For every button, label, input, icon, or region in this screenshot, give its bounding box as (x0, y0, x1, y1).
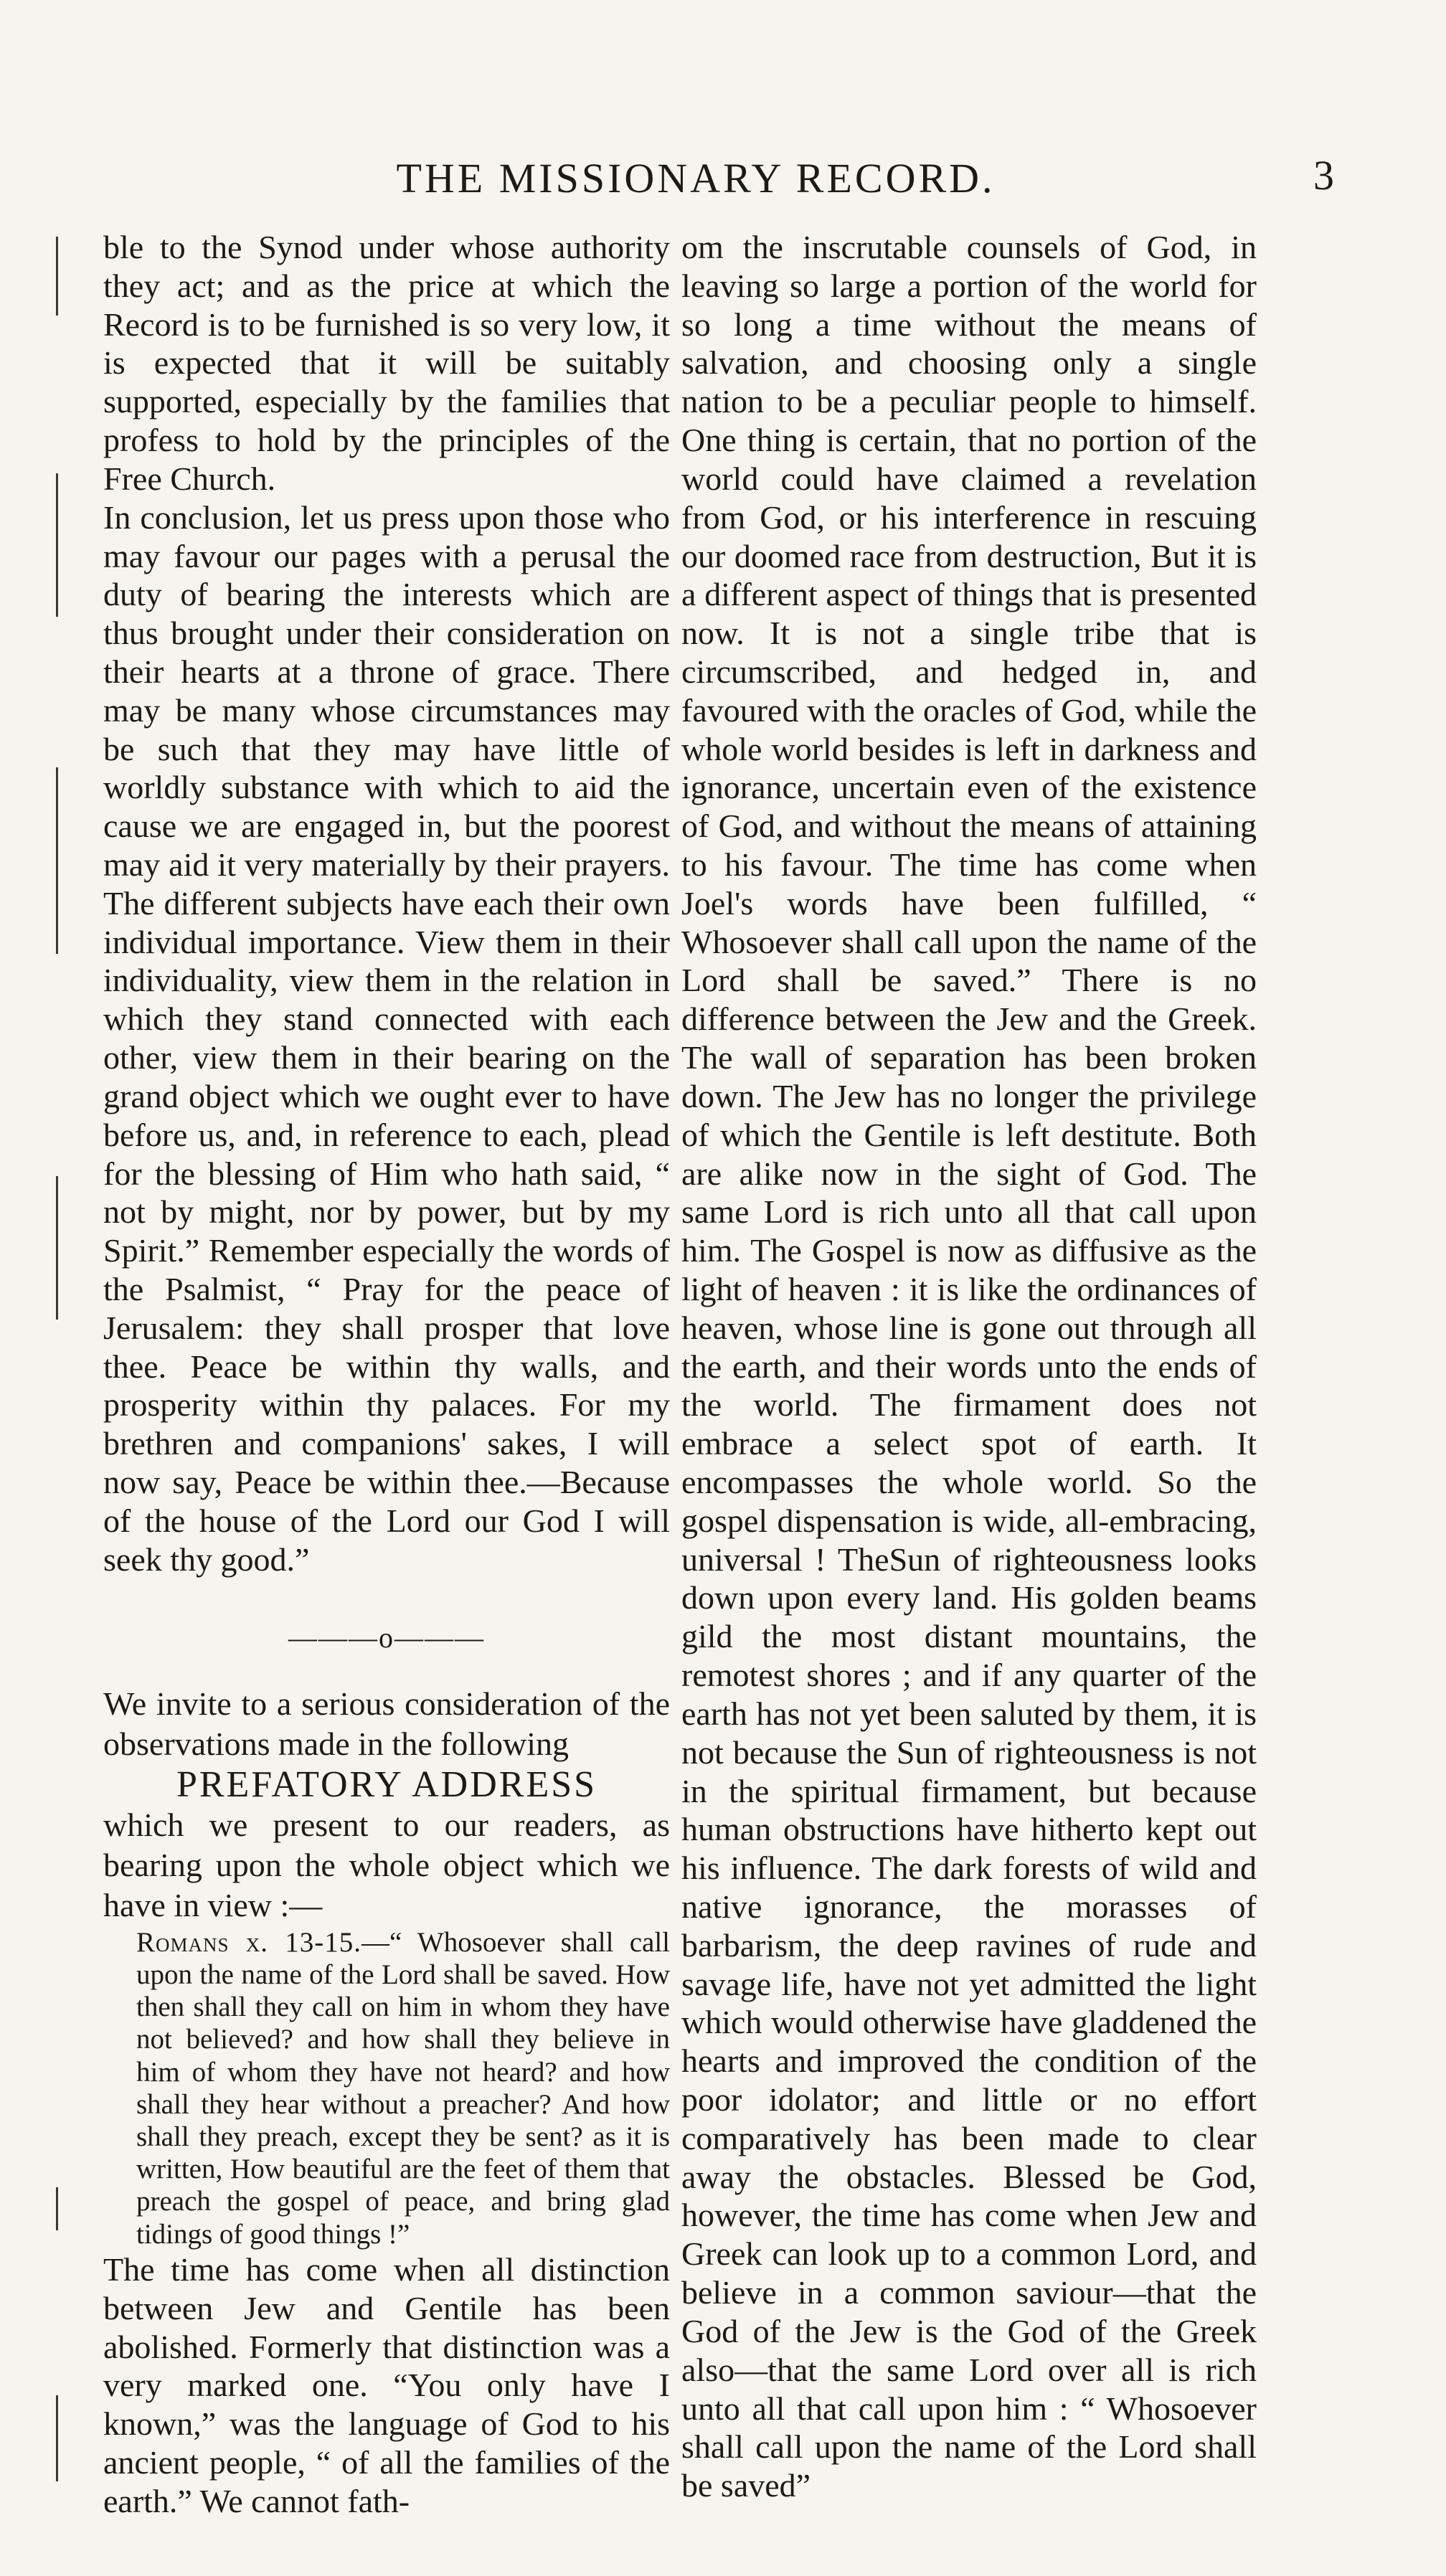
paragraph: In conclusion, let us press upon those who may favour our pages with a perusal the duty of bearing the interests which are thus brought under their consideration on their hearts at a throne of grace. There may be many whose circumstances may be such that they may have little of worldly substance with which to aid the cause we are engaged in, but the poorest may aid it very materially by their prayers. The different subjects have each their own individual importance. View them in their individuality, view them in the relation in which they stand connected with each other, view them in their bearing on the grand object which we ought ever to have before us, and, in reference to each, plead for the blessing of Him who hath said, “ not by might, nor by power, but by my Spirit.” Remember especially the words of the Psalmist, “ Pray for the peace of Jerusalem: they shall prosper that love thee. Peace be within thy walls, and prosperity within thy palaces. For my brethren and companions' sakes, I will now say, Peace be within thee.—Because of the house of the Lord our God I will seek thy good.” (103, 498, 670, 1578)
right-column (681, 228, 1257, 2505)
scripture-quote (103, 1926, 670, 2250)
margin-mark (56, 2395, 58, 2481)
margin-mark (56, 767, 58, 954)
margin-mark (56, 2187, 58, 2230)
margin-mark (56, 1176, 58, 1320)
page-number: 3 (1313, 152, 1334, 199)
paragraph: The time has come when all distinction between Jew and Gentile has been abolished. Formerly that distinction was a very marked one. “You only have I known,” was the language of God to his ancient people, “ of all the families of the earth.” We cannot fath- (103, 2250, 670, 2519)
page-header (57, 147, 1334, 204)
margin-marks (0, 0, 86, 2576)
invite-intro: We invite to a serious consideration of the observations made in the following (103, 1685, 670, 1762)
paragraph: ble to the Synod under whose authority they act; and as the price at which the Record is to be furnished is so very low, it is expected that it will be suitably supported, especially by the families that profess to hold by the principles of the Free Church. (103, 229, 670, 497)
invite-outro: which we present to our readers, as bearing upon the whole object which we have in view :— (103, 1806, 670, 1924)
section-divider: ———o——— (288, 1621, 485, 1654)
margin-mark (56, 237, 58, 316)
scripture-text: —“ Whosoever shall call upon the name of the Lord shall be saved. How then shall they call on him in whom they have not believed? and how shall they believe in him of whom they have not heard? and how shall they hear without a preacher? And how shall they preach, except they be sent? as it is written, How beautiful are the feet of them that preach the gospel of peace, and bring glad tidings of good things !” (136, 1926, 670, 2250)
section-heading: PREFATORY ADDRESS (176, 1764, 597, 1806)
left-column (103, 228, 670, 2521)
page-title: THE MISSIONARY RECORD. (396, 155, 996, 202)
paragraph: om the inscrutable counsels of God, in leaving so large a portion of the world for so long a time without the means of salvation, and choosing only a single nation to be a peculiar people to himself. One thing is certain, that no portion of the world could have claimed a revelation from God, or his interference in rescuing our doomed race from destruction, But it is a different aspect of things that is presented now. It is not a single tribe that is circumscribed, and hedged in, and favoured with the oracles of God, while the whole world besides is left in darkness and ignorance, uncertain even of the existence of God, and without the means of attaining to his favour. The time has come when Joel's words have been fulfilled, “ Whosoever shall call upon the name of the Lord shall be saved.” There is no difference between the Jew and the Greek. The wall of separation has been broken down. The Jew has no longer the privilege of which the Gentile is left destitute. Both are alike now in the sight of God. The same Lord is rich unto all that call upon him. The Gospel is now as diffusive as the light of heaven : it is like the ordinances of heaven, whose line is gone out through all the earth, and their words unto the ends of the world. The firmament does not embrace a select spot of earth. It encompasses the whole world. So the gospel dispensation is wide, all-embracing, universal ! TheSun of righteousness looks down upon every land. His golden beams gild the most distant mountains, the remotest shores ; and if any quarter of the earth has not yet been saluted by them, it is not because the Sun of righteousness is not in the spiritual firmament, but because human obstructions have hitherto kept out his influence. The dark forests of wild and native ignorance, the morasses of barbarism, the deep ravines of rude and savage life, have not yet admitted the light which would otherwise have gladdened the hearts and improved the condition of the poor idolator; and little or no effort comparatively has been made to clear away the obstacles. Blessed be God, however, the time has come when Jew and Greek can look up to a common Lord, and believe in a common saviour—that the God of the Jew is the God of the Greek also—that the same Lord over all is rich unto all that call upon him : “ Whosoever shall call upon the name of the Lord shall be saved” (681, 229, 1257, 2504)
margin-mark (56, 473, 58, 617)
scripture-reference: Romans x. 13-15. (136, 1926, 362, 1958)
